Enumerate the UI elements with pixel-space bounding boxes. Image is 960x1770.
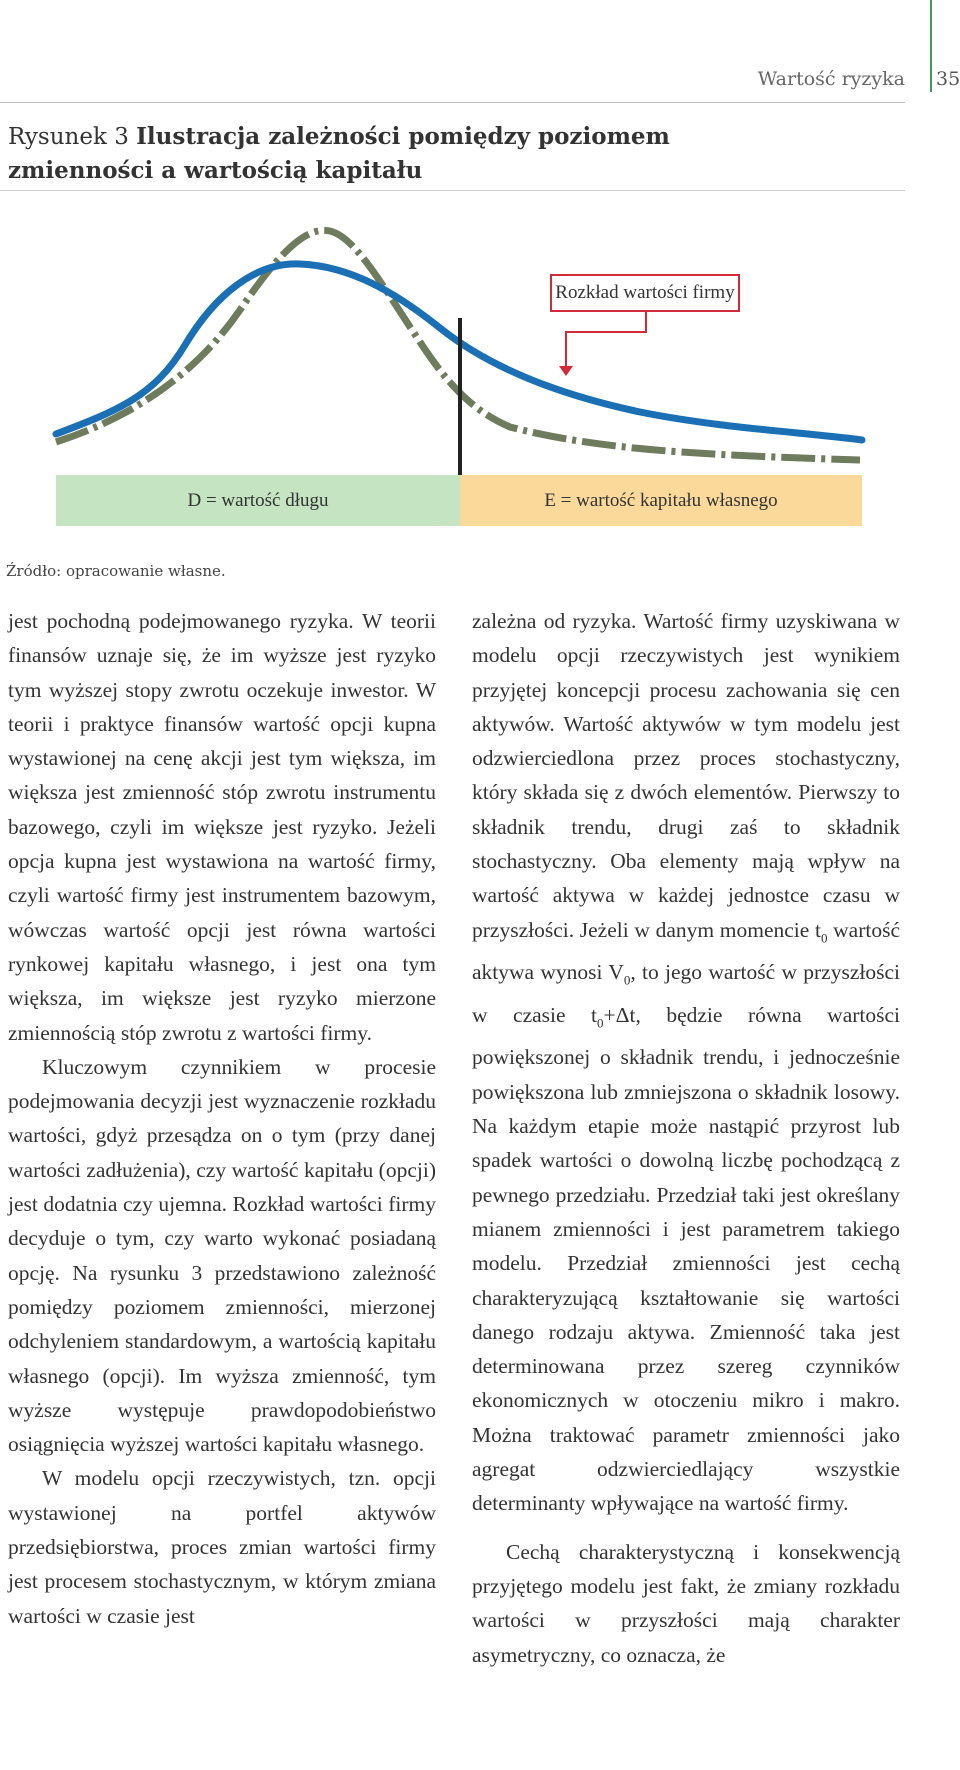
callout-connector (566, 312, 646, 372)
page-number: 35 (936, 68, 960, 90)
subscript: 0 (623, 972, 631, 988)
paragraph: Kluczowym czynnikiem w procesie podejmowania decyzji jest wyznaczenie rozkładu wartości, gdyż przesądza on o tym (przy danej wartości zadłużenia), czy wartość kapitału (opcji) jest dodatnia czy ujemna. Rozkład wartości firmy decyduje o tym, czy warto wykonać posiadaną opcję. Na rysunku 3 przedstawiono zależność pomiędzy poziomem zmienności, mierzonej odchyleniem standardowym, a wartością kapitału własnego (opcji). Im wyższa zmienność, tym wyższe występuje prawdopodobieństwo osiągnięcia wyższej wartości kapitału własnego. (8, 1054, 436, 1457)
paragraph-text: +Δt, będzie równa wartości powiększonej o składnik trendu, i jednocześnie powiększona lub zmniejszona o składnik losowy. Na każdym etapie może nastąpić przyrost lub spadek wartości o dowolną liczbę pochodzącą z pewnego przedziału. Przedział taki jest określany mianem zmienności i jest parametrem takiego modelu. Przedział zmienności jest cechą charakteryzującą kształtowanie się wartości danego rodzaju aktywa. Zmienność taka jest determinowana przez szereg czynników ekonomicznych w otoczeniu mikro i makro. Można traktować parametr zmienności jako agregat odzwierciedlający wszystkie determinanty wpływające na wartość firmy. (472, 1002, 901, 1516)
subscript: 0 (597, 1015, 604, 1031)
figure-title (8, 120, 768, 188)
debt-label: D = wartość długu (187, 490, 329, 511)
paragraph-text: , to jego wartość w przyszłości w czasie t (472, 960, 900, 1027)
paragraph-text: zależna od ryzyka. Wartość firmy uzyskiwana w modelu opcji rzeczywistych jest wynikiem przyjętej koncepcji procesu zachowania się cen aktywów. Wartość aktywów w tym modelu jest odzwierciedlona przez proces stochastyczny, który składa się z dwóch elementów. Pierwszy to składnik trendu, drugi zaś to składnik stochastyczny. Oba elementy mają wpływ na wartość aktywa w każdej jednostce czasu w przyszłości. Jeżeli w danym momencie t (472, 609, 900, 942)
text-column-left (8, 604, 436, 1633)
paragraph: Cechą charakterystyczną i konsekwencją przyjętego modelu jest fakt, że zmiany rozkładu wartości w przyszłości mają charakter asymetryczny, co oznacza, że (472, 1539, 900, 1667)
subscript: 0 (820, 929, 828, 945)
equity-region (460, 475, 862, 526)
header-rule (0, 102, 905, 103)
paragraph: W modelu opcji rzeczywistych, tzn. opcji wystawionej na portfel aktywów przedsiębiorstwa, proces zmian wartości firmy jest procesem stochastycznym, w którym zmiana wartości w czasie jest (8, 1466, 436, 1628)
callout-arrowhead (559, 366, 573, 376)
callout-label: Rozkład wartości firmy (550, 274, 740, 312)
paragraph: jest pochodną podejmowanego ryzyka. W teorii finansów uznaje się, że im wyższe jest ryzyko tym wyższej stopy zwrotu oczekuje inwestor. W teorii i praktyce finansów wartość opcji kupna wystawionej na cenę akcji jest tym większa, im większa jest zmienność stóp zwrotu instrumentu bazowego, czyli im większe jest ryzyko. Jeżeli opcja kupna jest wystawiona na wartość firmy, czyli wartość firmy jest instrumentem bazowym, wówczas wartość opcji jest równa wartości rynkowej kapitału własnego, i jest ona tym większa, im większe jest ryzyko mierzone zmiennością stóp zwrotu z wartości firmy. (8, 609, 436, 1045)
equity-label: E = wartość kapitału własnego (544, 490, 778, 511)
figure-caption: Ilustracja zależności pomiędzy poziomem zmienności a wartością kapitału (8, 123, 670, 184)
debt-region (56, 475, 460, 526)
running-header: Wartość ryzyka (757, 68, 905, 90)
figure-label: Rysunek 3 (8, 124, 129, 150)
paragraph (472, 604, 900, 1521)
text-column-right (472, 604, 900, 1672)
title-rule (0, 190, 905, 191)
paragraph-text: wartość aktywa wynosi V (472, 917, 900, 985)
figure-source: Źródło: opracowanie własne. (6, 562, 226, 580)
margin-accent-bar (930, 0, 932, 92)
